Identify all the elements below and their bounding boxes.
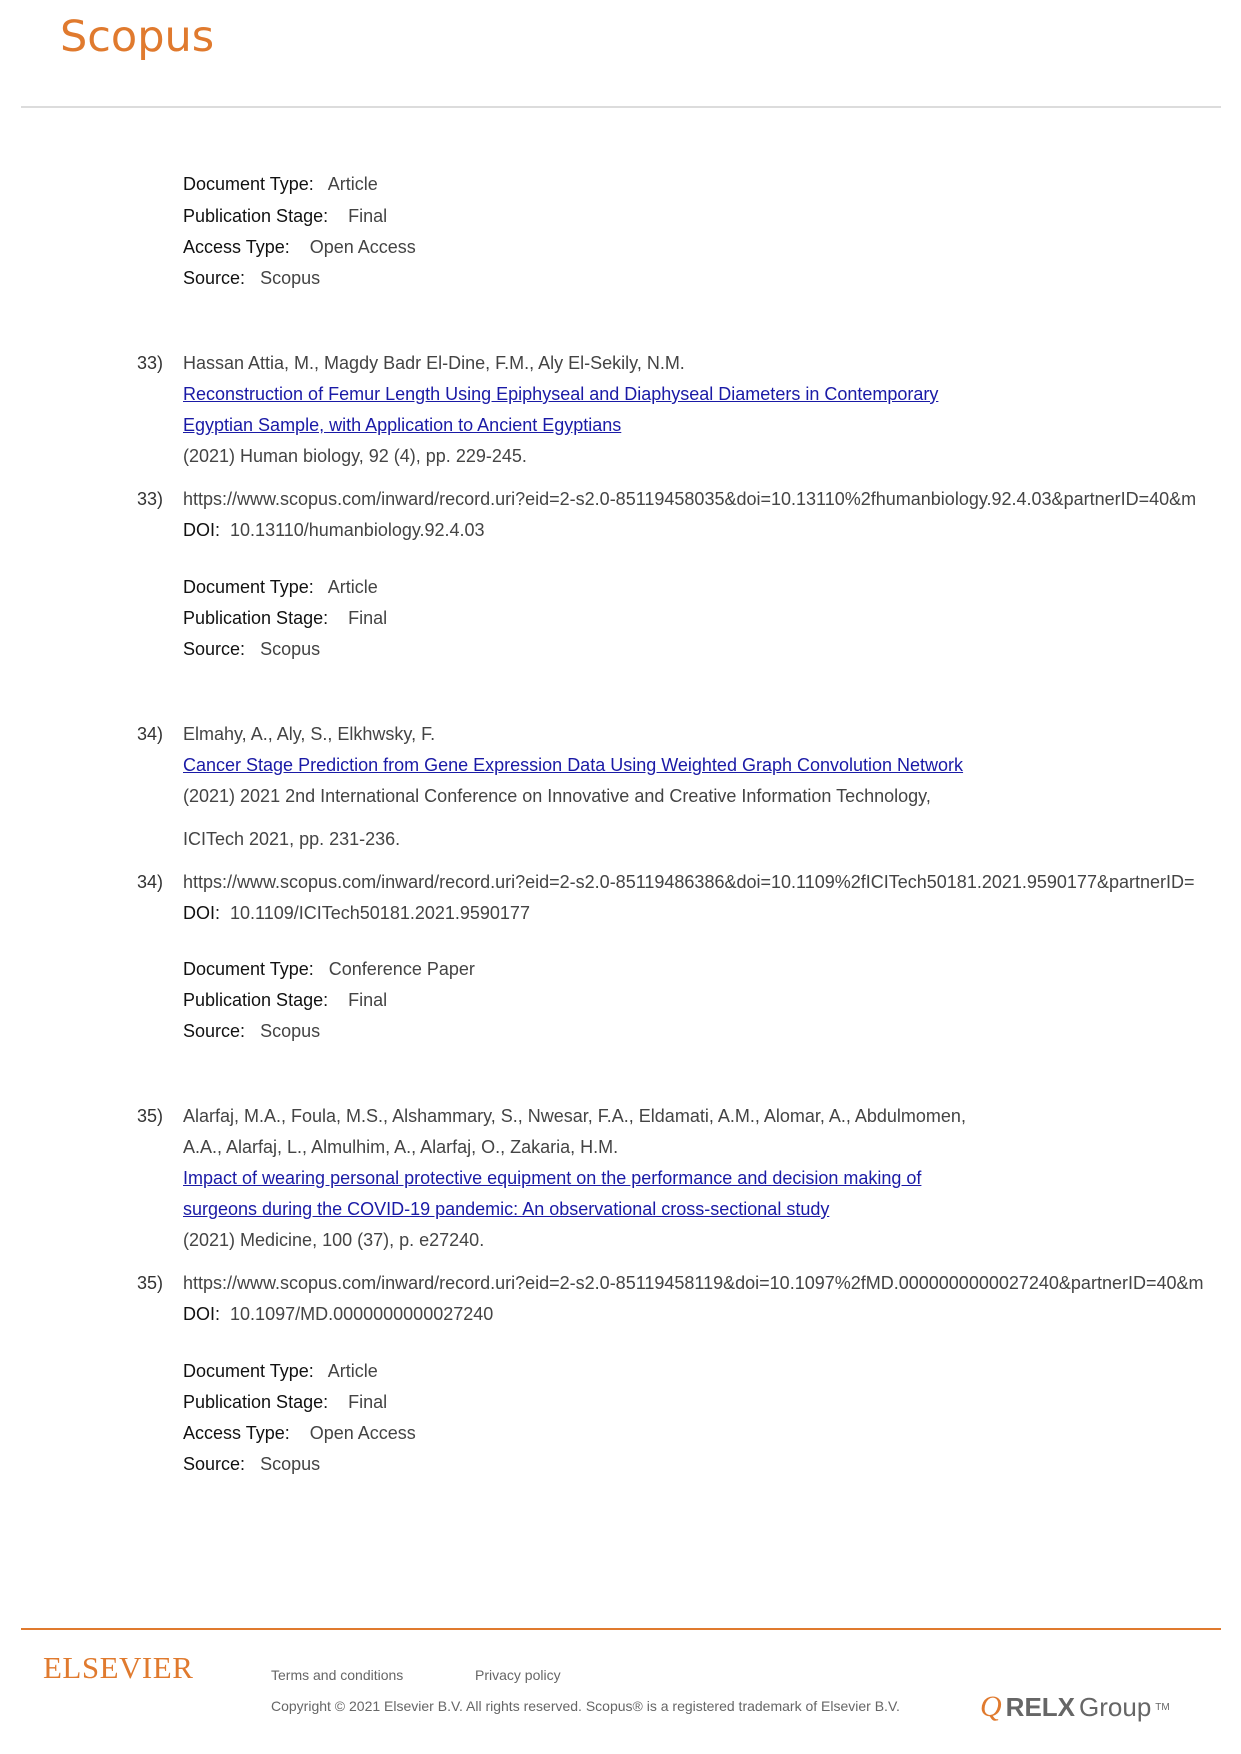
meta-row: Source: Scopus [183,1021,321,1041]
meta-row: Document Type: Article [183,1361,378,1381]
entry-citation: (2021) Human biology, 92 (4), pp. 229-245. [183,446,527,466]
header-divider [21,106,1221,108]
entry-authors: Hassan Attia, M., Magdy Badr El-Dine, F.M., Aly El-Sekily, N.M. [183,353,685,373]
meta-row: Source: Scopus [183,639,321,659]
meta-row: Document Type: Article [183,174,378,194]
entry-authors: A.A., Alarfaj, L., Almulhim, A., Alarfaj, O., Zakaria, H.M. [183,1137,619,1157]
entry-citation: ICITech 2021, pp. 231-236. [183,829,401,849]
entry-doi: DOI: 10.1097/MD.0000000000027240 [183,1304,494,1324]
entry-number: 33) [137,353,164,373]
meta-row: Document Type: Conference Paper [183,959,475,979]
entry-doi: DOI: 10.1109/ICITech50181.2021.9590177 [183,903,530,923]
meta-row: Access Type: Open Access [183,1423,416,1443]
meta-row: Document Type: Article [183,577,378,597]
entry-title-link[interactable]: Impact of wearing personal protective equipment on the performance and decision making of [183,1168,922,1188]
entry-url[interactable]: https://www.scopus.com/inward/record.uri?eid=2-s2.0-85119486386&doi=10.1109%2fICITech50181.2021.9590177&partnerID= [183,872,1195,892]
entry-authors: Alarfaj, M.A., Foula, M.S., Alshammary, S., Nwesar, F.A., Eldamati, A.M., Alomar, A., Abdulmomen, [183,1106,966,1126]
entry-url-number: 35) [137,1273,164,1293]
entry-url[interactable]: https://www.scopus.com/inward/record.uri?eid=2-s2.0-85119458119&doi=10.1097%2fMD.0000000000027240&partnerID=40&m [183,1273,1204,1293]
meta-row: Publication Stage: Final [183,206,388,226]
entry-title-link[interactable]: Egyptian Sample, with Application to Ancient Egyptians [183,415,622,435]
entry-citation: (2021) 2021 2nd International Conference on Innovative and Creative Information Technology, [183,786,931,806]
copyright-text: Copyright © 2021 Elsevier B.V. All rights reserved. Scopus® is a registered trademark of Elsevier B.V. [271,1698,900,1714]
entry-citation: (2021) Medicine, 100 (37), p. e27240. [183,1230,485,1250]
entry-number: 35) [137,1106,164,1126]
scopus-logo: Scopus [60,12,215,62]
meta-row: Publication Stage: Final [183,1392,388,1412]
entry-title-link[interactable]: Reconstruction of Femur Length Using Epiphyseal and Diaphyseal Diameters in Contemporary [183,384,939,404]
privacy-link[interactable]: Privacy policy [475,1667,561,1683]
entry-url-number: 34) [137,872,164,892]
footer-divider [21,1628,1221,1630]
relx-mark-icon: Q [980,1690,1002,1723]
entry-authors: Elmahy, A., Aly, S., Elkhwsky, F. [183,724,436,744]
meta-row: Source: Scopus [183,268,321,288]
meta-row: Publication Stage: Final [183,608,388,628]
entry-doi: DOI: 10.13110/humanbiology.92.4.03 [183,520,485,540]
meta-row: Publication Stage: Final [183,990,388,1010]
entry-title-link[interactable]: Cancer Stage Prediction from Gene Expression Data Using Weighted Graph Convolution Network [183,755,964,775]
terms-link[interactable]: Terms and conditions [271,1667,404,1683]
relx-logo: Q RELX Group TM [980,1690,1170,1723]
entry-url[interactable]: https://www.scopus.com/inward/record.uri?eid=2-s2.0-85119458035&doi=10.13110%2fhumanbiology.92.4.03&partnerID=40&m [183,489,1197,509]
entry-url-number: 33) [137,489,164,509]
meta-row: Source: Scopus [183,1454,321,1474]
entry-number: 34) [137,724,164,744]
meta-row: Access Type: Open Access [183,237,416,257]
entry-title-link[interactable]: surgeons during the COVID-19 pandemic: An observational cross-sectional study [183,1199,830,1219]
elsevier-logo: ELSEVIER [43,1650,194,1685]
